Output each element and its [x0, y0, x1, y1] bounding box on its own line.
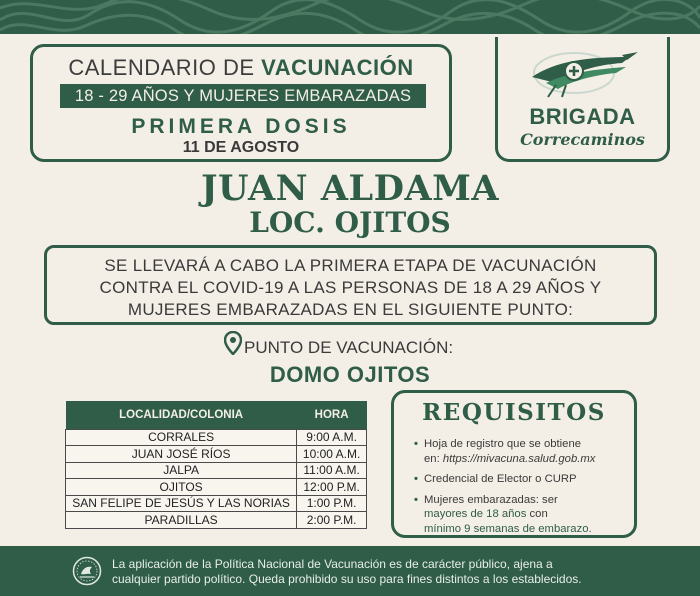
table-row: [66, 446, 367, 463]
row-locality: SAN FELIPE DE JESÚS Y LAS NORIAS: [66, 495, 297, 512]
list-item: [414, 493, 636, 537]
requirement-2-text: Credencial de Elector o CURP: [424, 473, 577, 485]
vaccination-date: 11 DE AGOSTO: [182, 139, 300, 156]
dose-label: PRIMERA DOSIS: [131, 115, 351, 138]
row-hour: 12:00 P.M.: [297, 479, 367, 496]
announcement-line-1: SE LLEVARÁ A CABO LA PRIMERA ETAPA DE VACUNACIÓN: [104, 256, 597, 275]
requirements-box: [391, 390, 637, 538]
requirements-title: REQUISITOS: [422, 399, 606, 426]
table-row: [66, 512, 367, 529]
registration-link[interactable]: https://mivacuna.salud.gob.mx: [442, 452, 596, 465]
announcement-box: [44, 245, 657, 325]
target-group-band: 18 - 29 AÑOS Y MUJERES EMBARAZADAS: [60, 84, 426, 108]
calendar-title: [33, 55, 449, 81]
table-row: [66, 462, 367, 479]
requirement-3-weeks: mínimo 9 semanas de embarazo.: [424, 522, 592, 535]
brigade-name: BRIGADA: [529, 104, 636, 129]
map-pin-icon: [224, 331, 242, 360]
calendar-title-prefix: CALENDARIO DE: [68, 55, 262, 80]
requirement-1-text: Hoja de registro que se obtiene: [424, 438, 582, 450]
announcement-line-3: MUJERES EMBARAZADAS EN EL SIGUIENTE PUNTO:: [127, 300, 574, 319]
list-item: [414, 437, 636, 466]
requirement-3-text: Mujeres embarazadas: ser: [424, 493, 558, 506]
row-locality: JUAN JOSÉ RÍOS: [66, 446, 297, 463]
announcement-line-2: CONTRA EL COVID-19 A LAS PERSONAS DE 18 A 29 AÑOS Y: [99, 278, 602, 297]
row-locality: JALPA: [66, 462, 297, 479]
top-decorative-band: [0, 0, 700, 34]
vaccination-point-name: DOMO OJITOS: [269, 362, 431, 387]
schedule-header-hour: HORA: [297, 401, 367, 429]
footer-band: [0, 546, 700, 596]
brigade-box: [495, 37, 670, 162]
national-seal-icon: [72, 556, 102, 591]
list-item: [414, 472, 636, 487]
announcement-text: [47, 255, 654, 321]
requirement-3-age: mayores de 18 años: [424, 508, 527, 520]
schedule-header-locality: LOCALIDAD/COLONIA: [66, 401, 297, 429]
row-hour: 9:00 A.M.: [297, 429, 367, 446]
municipality-title: JUAN ALDAMA: [200, 168, 499, 209]
row-hour: 11:00 A.M.: [297, 462, 367, 479]
schedule-table: [65, 401, 367, 529]
requirements-list: [414, 437, 636, 542]
row-locality: OJITOS: [66, 479, 297, 496]
table-row: [66, 479, 367, 496]
requirement-3-connector: con: [526, 508, 548, 520]
locality-title: LOC. OJITOS: [249, 206, 451, 239]
row-locality: PARADILLAS: [66, 512, 297, 529]
calendar-box: [30, 44, 452, 162]
footer-line-1: La aplicación de la Política Nacional de Vacunación es de carácter público, ajena a: [112, 557, 553, 571]
table-row: [66, 429, 367, 446]
schedule-header-row: [66, 401, 367, 429]
calendar-title-highlight: VACUNACIÓN: [261, 55, 414, 80]
row-hour: 1:00 P.M.: [297, 495, 367, 512]
row-hour: 2:00 P.M.: [297, 512, 367, 529]
roadrunner-logo-icon: [526, 43, 641, 106]
brigade-subtitle: Correcaminos: [520, 130, 645, 149]
footer-disclaimer: [112, 557, 672, 587]
table-row: [66, 495, 367, 512]
row-hour: 10:00 A.M.: [297, 446, 367, 463]
row-locality: CORRALES: [66, 429, 297, 446]
footer-line-2: cualquier partido político. Queda prohibido su uso para fines distintos a los establecidos.: [112, 572, 582, 586]
requirement-1-prefix: en:: [424, 452, 443, 465]
vaccination-point-label: PUNTO DE VACUNACIÓN:: [244, 338, 454, 357]
